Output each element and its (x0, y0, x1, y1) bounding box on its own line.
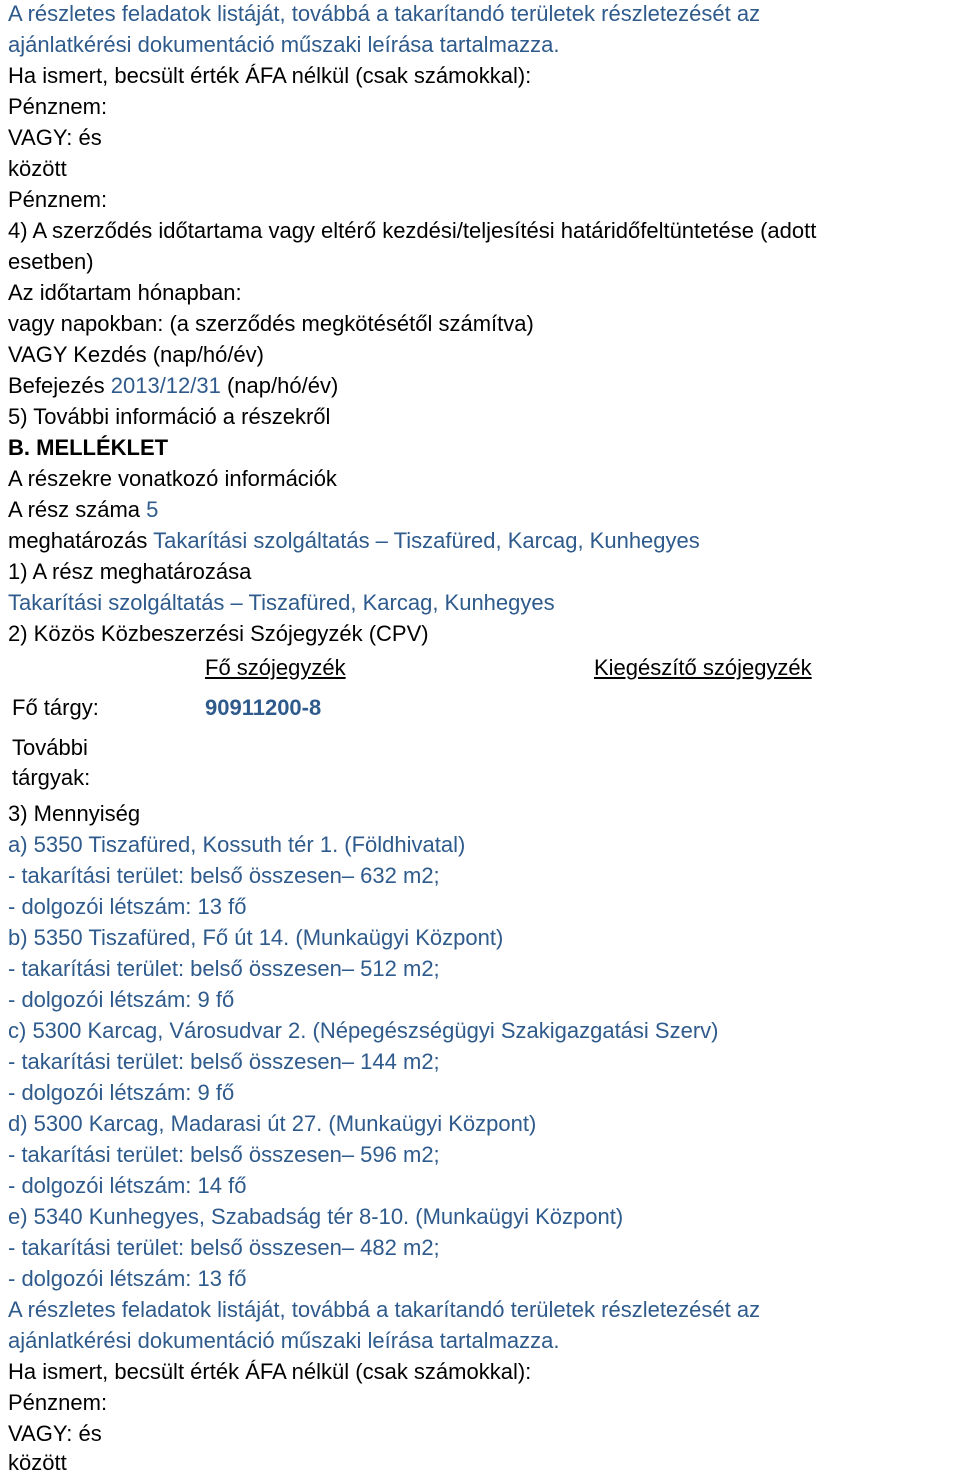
bottom-between: között (8, 1450, 67, 1475)
more-info-heading: 5) További információ a részekről (8, 404, 331, 429)
site-a-staff: - dolgozói létszám: 13 fő (8, 894, 247, 919)
site-b-address: b) 5350 Tiszafüred, Fő út 14. (Munkaügyi Központ) (8, 925, 504, 950)
top-currency-1: Pénznem: (8, 94, 108, 119)
top-between: között (8, 156, 67, 181)
end-format: (nap/hó/év) (226, 373, 339, 398)
bottom-currency: Pénznem: (8, 1390, 108, 1415)
end-date: 2013/12/31 (110, 373, 221, 398)
site-a-address: a) 5350 Tiszafüred, Kossuth tér 1. (Földhivatal) (8, 832, 466, 857)
annex-subtitle: A részekre vonatkozó információk (8, 466, 337, 491)
end-label: Befejezés (8, 373, 105, 398)
site-d-address: d) 5300 Karcag, Madarasi út 27. (Munkaügyi Központ) (8, 1111, 537, 1136)
bottom-description-line-1: A részletes feladatok listáját, továbbá a takarítandó területek részletezését az (8, 1297, 761, 1322)
bottom-description-line-2: ajánlatkérési dokumentáció műszaki leírása tartalmazza. (8, 1328, 560, 1353)
duration-start: VAGY Kezdés (nap/hó/év) (8, 342, 264, 367)
cpv-heading: 2) Közös Közbeszerzési Szójegyzék (CPV) (8, 621, 429, 646)
quantity-heading: 3) Mennyiség (8, 801, 141, 826)
site-e-staff: - dolgozói létszám: 13 fő (8, 1266, 247, 1291)
main-subject-label: Fő tárgy: (12, 695, 99, 720)
top-description-line-2: ajánlatkérési dokumentáció műszaki leírása tartalmazza. (8, 32, 560, 57)
site-c-area: - takarítási terület: belső összesen– 144 m2; (8, 1049, 440, 1074)
top-description-line-1: A részletes feladatok listáját, továbbá a takarítandó területek részletezését az (8, 1, 761, 26)
site-c-staff: - dolgozói létszám: 9 fő (8, 1080, 235, 1105)
site-e-address: e) 5340 Kunhegyes, Szabadság tér 8-10. (Munkaügyi Központ) (8, 1204, 624, 1229)
main-subject-code: 90911200-8 (205, 695, 322, 720)
additional-subjects-label-line-1: További (12, 735, 88, 760)
definition-label: meghatározás (8, 528, 148, 553)
part-number-label: A rész száma (8, 497, 141, 522)
part-definition-heading: 1) A rész meghatározása (8, 559, 252, 584)
cpv-main-column-header: Fő szójegyzék (205, 655, 346, 680)
definition-value: Takarítási szolgáltatás – Tiszafüred, Karcag, Kunhegyes (153, 528, 700, 553)
part-number-value: 5 (146, 497, 159, 522)
bottom-estimated-value: Ha ismert, becsült érték ÁFA nélkül (csak számokkal): (8, 1359, 532, 1384)
part-number-row (8, 496, 158, 524)
site-d-area: - takarítási terület: belső összesen– 596 m2; (8, 1142, 440, 1167)
site-e-area: - takarítási terület: belső összesen– 482 m2; (8, 1235, 440, 1260)
site-b-staff: - dolgozói létszám: 9 fő (8, 987, 235, 1012)
cpv-supplementary-column-header: Kiegészítő szójegyzék (594, 655, 812, 680)
duration-heading-line-1: 4) A szerződés időtartama vagy eltérő kezdési/teljesítési határidőfeltüntetése (adott (8, 218, 817, 243)
top-currency-2: Pénznem: (8, 187, 108, 212)
annex-title: B. MELLÉKLET (8, 435, 169, 460)
site-c-address: c) 5300 Karcag, Városudvar 2. (Népegészségügyi Szakigazgatási Szerv) (8, 1018, 719, 1043)
site-b-area: - takarítási terület: belső összesen– 512 m2; (8, 956, 440, 981)
additional-subjects-label-line-2: tárgyak: (12, 765, 91, 790)
part-definition-value: Takarítási szolgáltatás – Tiszafüred, Karcag, Kunhegyes (8, 590, 555, 615)
top-or-and: VAGY: és (8, 125, 102, 150)
duration-months: Az időtartam hónapban: (8, 280, 242, 305)
bottom-or-and: VAGY: és (8, 1421, 102, 1446)
duration-heading-line-2: esetben) (8, 249, 94, 274)
top-estimated-value: Ha ismert, becsült érték ÁFA nélkül (csak számokkal): (8, 63, 532, 88)
definition-row (8, 527, 700, 555)
duration-end (8, 372, 338, 400)
duration-days: vagy napokban: (a szerződés megkötésétől számítva) (8, 311, 534, 336)
site-a-area: - takarítási terület: belső összesen– 632 m2; (8, 863, 440, 888)
site-d-staff: - dolgozói létszám: 14 fő (8, 1173, 247, 1198)
